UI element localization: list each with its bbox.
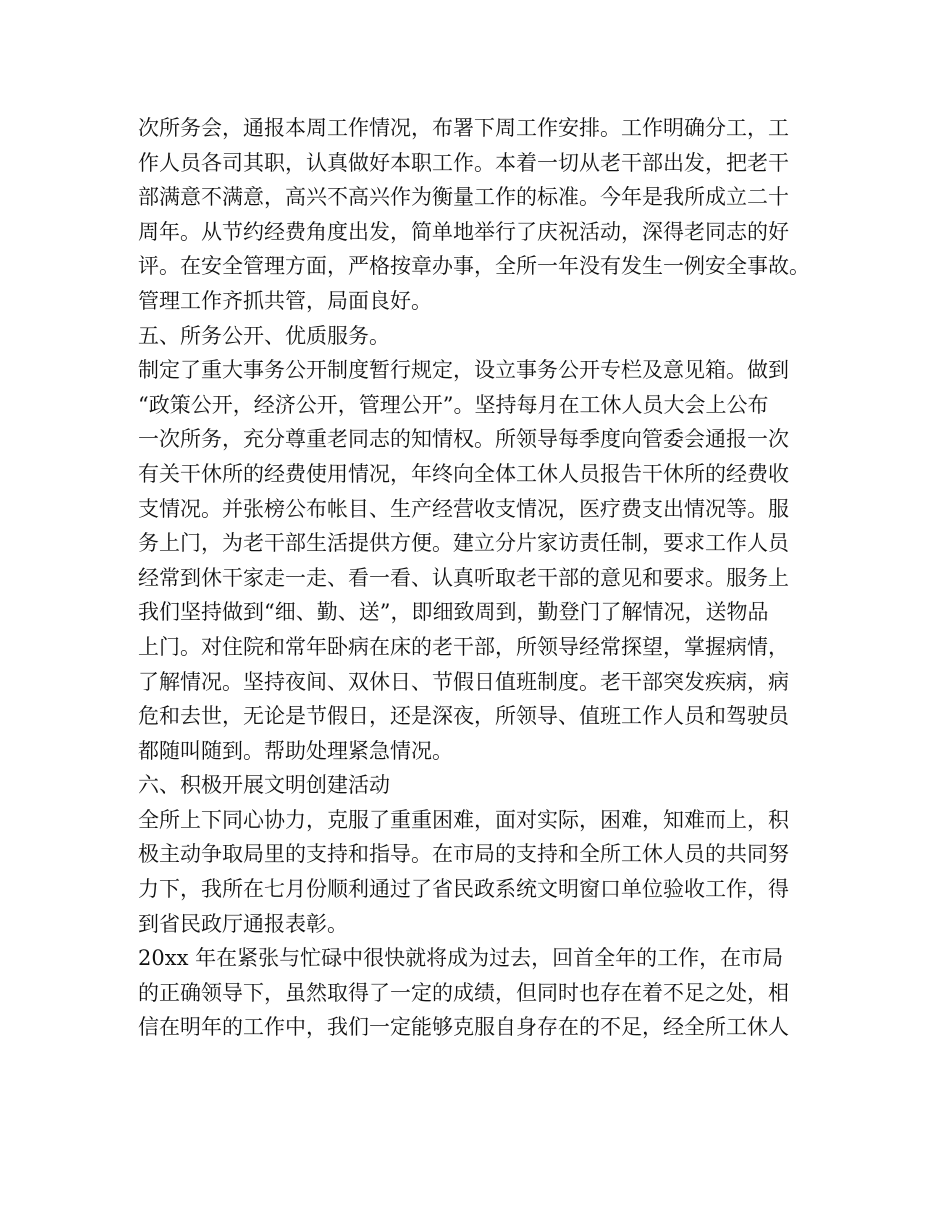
- text-line: 上门。对住院和常年卧病在床的老干部，所领导经常探望，掌握病情，: [138, 634, 789, 659]
- text-line: “政策公开，经济公开，管理公开”。坚持每月在工休人员大会上公布: [138, 392, 769, 417]
- text-line: 都随叫随到。帮助处理紧急情况。: [138, 738, 453, 763]
- document-page: [138, 111, 838, 1045]
- text-line: 评。在安全管理方面，严格按章办事，全所一年没有发生一例安全事故。: [138, 254, 810, 279]
- text-line: 周年。从节约经费角度出发，简单地举行了庆祝活动，深得老同志的好: [138, 219, 789, 244]
- text-line: 支情况。并张榜公布帐目、生产经营收支情况，医疗费支出情况等。服: [138, 496, 789, 521]
- text-line: 20xx 年在紧张与忙碌中很快就将成为过去，回首全年的工作，在市局: [138, 946, 784, 971]
- section-heading: 六、积极开展文明创建活动: [138, 773, 390, 798]
- text-line: 制定了重大事务公开制度暂行规定，设立事务公开专栏及意见箱。做到: [138, 358, 789, 383]
- text-line: 我们坚持做到“细、勤、送”，即细致周到，勤登门了解情况，送物品: [138, 600, 769, 625]
- text-line: 管理工作齐抓共管，局面良好。: [138, 288, 432, 313]
- text-line: 务上门，为老干部生活提供方便。建立分片家访责任制，要求工作人员: [138, 531, 789, 556]
- section-heading: 五、所务公开、优质服务。: [138, 323, 390, 348]
- text-line: 信在明年的工作中，我们一定能够克服自身存在的不足，经全所工休人: [138, 1015, 789, 1040]
- text-line: 危和去世，无论是节假日，还是深夜，所领导、值班工作人员和驾驶员: [138, 704, 789, 729]
- text-line: 有关干休所的经费使用情况，年终向全体工休人员报告干休所的经费收: [138, 461, 789, 486]
- text-line: 一次所务，充分尊重老同志的知情权。所领导每季度向管委会通报一次: [138, 427, 789, 452]
- text-line: 作人员各司其职，认真做好本职工作。本着一切从老干部出发，把老干: [138, 150, 789, 175]
- text-line: 次所务会，通报本周工作情况，布署下周工作安排。工作明确分工，工: [138, 116, 789, 140]
- text-line: 经常到休干家走一走、看一看、认真听取老干部的意见和要求。服务上: [138, 565, 789, 590]
- text-line: 全所上下同心协力，克服了重重困难，面对实际，困难，知难而上，积: [138, 807, 789, 832]
- text-line: 极主动争取局里的支持和指导。在市局的支持和全所工休人员的共同努: [138, 842, 789, 867]
- text-line: 部满意不满意，高兴不高兴作为衡量工作的标准。今年是我所成立二十: [138, 185, 789, 210]
- text-line: 力下，我所在七月份顺利通过了省民政系统文明窗口单位验收工作，得: [138, 877, 789, 902]
- text-line: 到省民政厅通报表彰。: [138, 911, 348, 936]
- text-line: 的正确领导下，虽然取得了一定的成绩，但同时也存在着不足之处，相: [138, 980, 789, 1005]
- text-line: 了解情况。坚持夜间、双休日、节假日值班制度。老干部突发疾病，病: [138, 669, 789, 694]
